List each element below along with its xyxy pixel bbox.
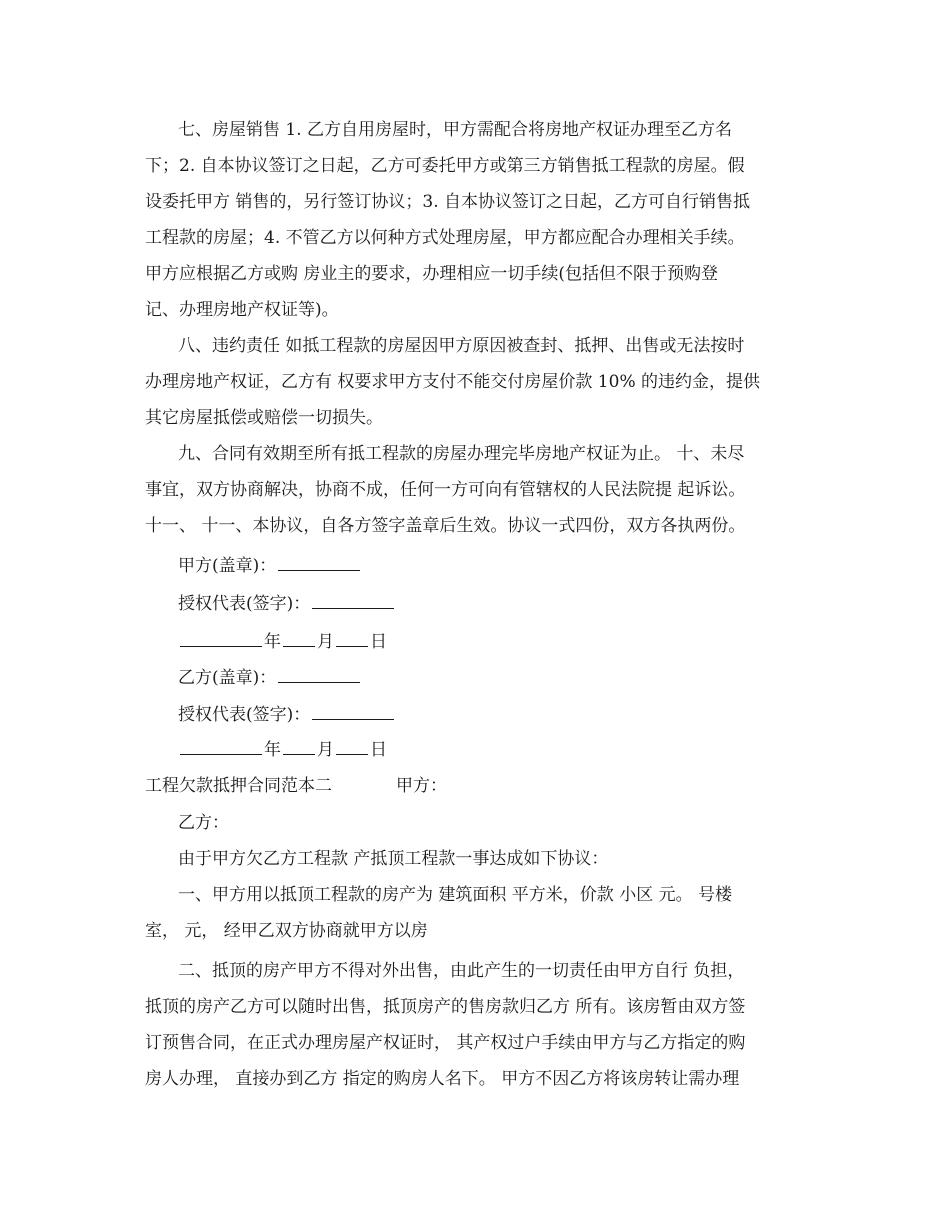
clause1-line2: 室， 元， 经甲乙双方协商就甲方以房	[145, 921, 428, 941]
clause2-line3: 订预售合同，在正式办理房屋产权证时， 其产权过户手续由甲方与乙方指定的购	[145, 1033, 746, 1053]
clause9-line1: 九、合同有效期至所有抵工程款的房屋办理完毕房地产权证为止。 十、未尽	[178, 444, 745, 464]
date-a-year-blank	[180, 628, 262, 647]
signature-party-a-label: 甲方(盖章)：	[178, 556, 277, 576]
clause8-line1: 八、违约责任 如抵工程款的房屋因甲方原因被查封、抵押、出售或无法按时	[178, 336, 745, 356]
date-b-day: 日	[370, 740, 387, 760]
clause7-line1: 七、房屋销售 1. 乙方自用房屋时，甲方需配合将房地产权证办理至乙方名	[178, 120, 733, 140]
template-two-title: 工程欠款抵押合同范本二	[145, 776, 332, 796]
clause2-line2: 抵顶的房产乙方可以随时出售，抵顶房产的售房款归乙方 所有。该房暂由双方签	[145, 997, 746, 1017]
signature-rep-b-blank	[312, 701, 394, 720]
template-two-intro: 由于甲方欠乙方工程款 产抵顶工程款一事达成如下协议：	[178, 849, 609, 869]
template-two-party-b: 乙方：	[178, 813, 229, 833]
clause7-line4: 工程款的房屋；4. 不管乙方以何种方式处理房屋，甲方都应配合办理相关手续。	[145, 228, 745, 248]
signature-party-b-blank	[278, 664, 360, 683]
date-a-day: 日	[370, 632, 387, 652]
clause7-line5: 甲方应根据乙方或购 房业主的要求，办理相应一切手续(包括但不限于预购登	[145, 264, 719, 284]
date-line-b	[178, 732, 387, 768]
clause8-line3: 其它房屋抵偿或赔偿一切损失。	[145, 408, 383, 428]
signature-party-b-label: 乙方(盖章)：	[178, 668, 277, 688]
date-b-day-blank	[336, 736, 368, 755]
date-b-year: 年	[264, 740, 281, 760]
signature-party-b	[178, 660, 362, 696]
date-b-month: 月	[317, 740, 334, 760]
clause7-line2: 下；2. 自本协议签订之日起，乙方可委托甲方或第三方销售抵工程款的房屋。假	[145, 156, 745, 176]
signature-rep-a-label: 授权代表(签字)：	[178, 594, 311, 614]
clause2-line4: 房人办理， 直接办到乙方 指定的购房人名下。 甲方不因乙方将该房转让需办理	[145, 1069, 740, 1089]
clause11-line: 十一、 十一、本协议，自各方签字盖章后生效。协议一式四份，双方各执两份。	[145, 516, 746, 536]
template-two-heading	[145, 768, 447, 804]
signature-rep-a	[178, 586, 396, 622]
signature-rep-a-blank	[312, 590, 394, 609]
date-line-a	[178, 624, 387, 660]
date-a-month: 月	[317, 632, 334, 652]
clause7-line6: 记、办理房地产权证等)。	[145, 300, 339, 320]
clause8-line2: 办理房地产权证，乙方有 权要求甲方支付不能交付房屋价款 10% 的违约金，提供	[145, 372, 760, 392]
clause7-line3: 设委托甲方 销售的，另行签订协议；3. 自本协议签订之日起，乙方可自行销售抵	[145, 192, 751, 212]
clause9-line2: 事宜，双方协商解决，协商不成，任何一方可向有管辖权的人民法院提 起诉讼。	[145, 480, 746, 500]
date-a-month-blank	[283, 628, 315, 647]
clause2-line1: 二、抵顶的房产甲方不得对外出售，由此产生的一切责任由甲方自行 负担，	[178, 961, 745, 981]
date-b-year-blank	[180, 736, 262, 755]
signature-rep-b	[178, 697, 396, 733]
signature-rep-b-label: 授权代表(签字)：	[178, 705, 311, 725]
signature-party-a	[178, 548, 362, 584]
template-two-party-a: 甲方：	[396, 776, 447, 796]
date-a-day-blank	[336, 628, 368, 647]
date-b-month-blank	[283, 736, 315, 755]
clause1-line1: 一、甲方用以抵顶工程款的房产为 建筑面积 平方米，价款 小区 元。 号楼	[178, 885, 733, 905]
date-a-year: 年	[264, 632, 281, 652]
signature-party-a-blank	[278, 552, 360, 571]
